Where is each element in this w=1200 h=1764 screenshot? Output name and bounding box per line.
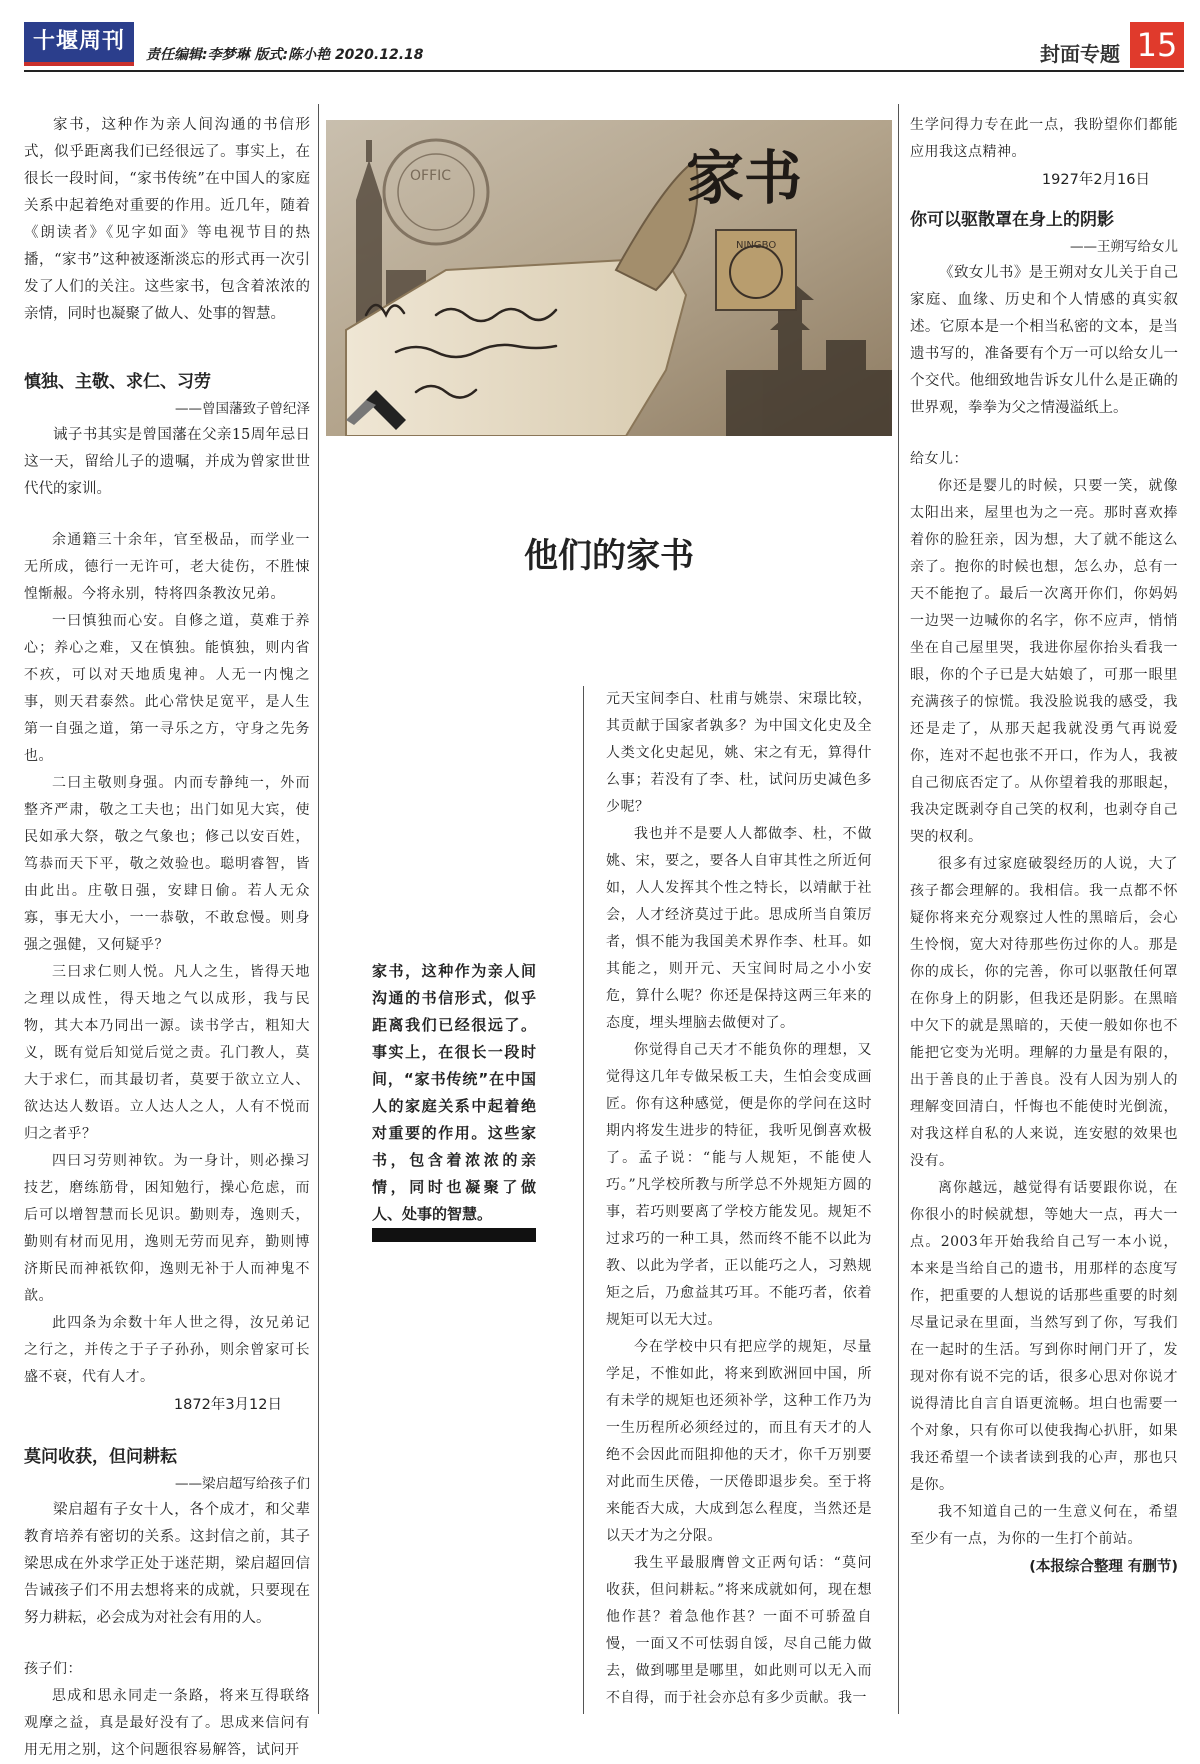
page-number-badge: 15: [1130, 22, 1184, 68]
letter-salutation: 孩子们：: [24, 1661, 82, 1677]
section-heading-zeng: 慎独、主敬、求仁、习劳: [24, 372, 211, 392]
editor-meta: 责任编辑:李梦琳 版式:陈小艳 2020.12.18: [146, 47, 424, 63]
column-3: [606, 686, 872, 1712]
letter-paragraph: 元天宝间李白、杜甫与姚崇、宋璟比较，其贡献于国家者孰多？为中国文化史及全人类文化史起见，姚、宋之有无，算得什么事；若没有了李、杜，试问历史减色多少呢？: [606, 691, 872, 815]
column-rule: [318, 104, 319, 1714]
intro-paragraph: 家书，这种作为亲人间沟通的书信形式，似乎距离我们已经很远了。事实上，在很长一段时间，“家书传统”在中国人的家庭关系中起着绝对重要的作用。近几年，随着《朗读者》《见字如面》等电视节目的热播，“家书”这种被逐渐淡忘的形式再一次引发了人们的关注。这些家书，包含着浓浓的亲情，同时也凝聚了做人、处事的智慧。: [24, 117, 310, 322]
hero-image: [326, 120, 892, 436]
hero-illustration: [326, 120, 892, 436]
byline-wang: ——王朔写给女儿: [1070, 239, 1178, 255]
ningbo-stamp: [716, 230, 796, 310]
letter-paragraph: 一曰慎独而心安。自修之道，莫难于养心；养心之难，又在慎独。能慎独，则内省不疚，可以对天地质鬼神。人无一内愧之事，则天君泰然。此心常快足宽平，是人生第一自强之道，第一寻乐之方，守身之先务也。: [24, 613, 310, 764]
letter-paragraph: 离你越远，越觉得有话要跟你说，在你很小的时候就想，等她大一点，再大一点。2003年开始我给自己写一本小说，本来是当给自己的遗书，用那样的态度写作，把重要的人想说的话那些重要的时刻尽量记录在里面，当然写到了你，写我们在一起时的生活。写到你时闸门开了，发现对你有说不完的话，很多心思对你说才说得清比自言自语更流畅。坦白也需要一个对象，只有你可以使我掏心扒肝，如果我还希望一个读者读到我的心声，那也只是你。: [910, 1180, 1178, 1493]
column-rule: [898, 104, 899, 1714]
letter-paragraph: 我也并不是要人人都做李、杜，不做姚、宋，要之，要各人自审其性之所近何如，人人发挥其个性之特长，以靖献于社会，人才经济莫过于此。思成所当自策厉者，惧不能为我国美术界作李、杜耳。如其能之，则开元、天宝间时局之小小安危，算什么呢？你还是保持这两三年来的态度，埋头埋脑去做便对了。: [606, 826, 872, 1031]
letter-date: 1927年2月16日: [1041, 172, 1150, 188]
column-1: [24, 112, 310, 1764]
section-intro-zeng: 诫子书其实是曾国藩在父亲15周年忌日这一天，留给儿子的遗嘱，并成为曾家世世代代的家训。: [24, 427, 310, 497]
section-heading-liang: 莫问收获，但问耕耘: [24, 1447, 177, 1467]
letter-paragraph: 我生平最服膺曾文正两句话：“莫问收获，但问耕耘。”将来成就如何，现在想他作甚？着急他作甚？一面不可骄盈自慢，一面又不可怯弱自馁，尽自己能力做去，做到哪里是哪里，如此则可以无入而不自得，而于社会亦总有多少贡献。我一: [606, 1555, 872, 1706]
column-4: [910, 112, 1178, 1581]
source-credit: (本报综合整理 有删节): [1029, 1559, 1178, 1575]
pull-quote-bar: [372, 1228, 536, 1242]
letter-paragraph: 余通籍三十余年，官至极品，而学业一无所成，德行一无许可，老大徒伤，不胜悚惶惭赧。今将永别，特将四条教汝兄弟。: [24, 532, 310, 602]
masthead-text: 十堰周刊: [32, 29, 125, 54]
masthead-logo: [24, 22, 134, 62]
byline-zeng: ——曾国藩致子曾纪泽: [175, 401, 310, 417]
letter-paragraph: 二曰主敬则身强。内而专静纯一，外而整齐严肃，敬之工夫也；出门如见大宾，使民如承大祭，敬之气象也；修己以安百姓，笃恭而天下平，敬之效验也。聪明睿智，皆由此出。庄敬日强，安肆日偷。若人无众寡，事无大小，一一恭敬，不敢怠慢。则身强之强健，又何疑乎？: [24, 775, 310, 953]
letter-paragraph: 很多有过家庭破裂经历的人说，大了孩子都会理解的。我相信。我一点都不怀疑你将来充分观察过人性的黑暗后，会心生怜悯，宽大对待那些伤过你的人。那是你的成长，你的完善，你可以驱散任何罩在你身上的阴影，但我还是阴影。在黑暗中欠下的就是黑暗的，天使一般如你也不能把它变为光明。理解的力量是有限的，出于善良的止于善良。没有人因为别人的理解变回清白，忏悔也不能使时光倒流，对我这样自私的人来说，连安慰的效果也没有。: [910, 856, 1178, 1169]
letter-paragraph: 你觉得自己天才不能负你的理想，又觉得这几年专做呆板工夫，生怕会变成画匠。你有这种感觉，便是你的学问在这时期内将发生进步的特征，我听见倒喜欢极了。孟子说：“能与人规矩，不能使人巧。”凡学校所教与所学总不外规矩方圆的事，若巧则要离了学校方能发见。规矩不过求巧的一种工具，然而终不能不以此为教、以此为学者，正以能巧之人，习熟规矩之后，乃愈益其巧耳。不能巧者，依着规矩可以无大过。: [606, 1042, 872, 1328]
hero-title-text: 家书: [686, 144, 803, 212]
pull-quote: 家书，这种作为亲人间沟通的书信形式，似乎距离我们已经很远了。事实上，在很长一段时间，“家书传统”在中国人的家庭关系中起着绝对重要的作用。这些家书，包含着浓浓的亲情，同时也凝聚了做人、处事的智慧。: [372, 962, 536, 1223]
byline-liang: ——梁启超写给孩子们: [175, 1476, 310, 1492]
header-rule: [24, 70, 1184, 72]
letter-paragraph: 思成和思永同走一条路，将来互得联络观摩之益，真是最好没有了。思成来信问有用无用之别，这个问题很容易解答，试问开: [24, 1688, 310, 1758]
letter-paragraph: 你还是婴儿的时候，只要一笑，就像太阳出来，屋里也为之一亮。那时喜欢捧着你的脸狂亲，因为想，大了就不能这么亲了。抱你的时候也想，怎么办，总有一天不能抱了。最后一次离开你们，你妈妈一边哭一边喊你的名字，你不应声，悄悄坐在自己屋里哭，我进你屋你抬头看我一眼，你的个子已是大姑娘了，可那一眼里充满孩子的惊慌。我没脸说我的感受，我还是走了，从那天起我就没勇气再说爱你，连对不起也张不开口，作为人，我被自己彻底否定了。从你望着我的那眼起，我决定既剥夺自己笑的权利，也剥夺自己哭的权利。: [910, 478, 1178, 845]
letter-salutation: 给女儿：: [910, 451, 968, 467]
section-intro-liang: 梁启超有子女十人，各个成才，和父辈教育培养有密切的关系。这封信之前，其子梁思成在外求学正处于迷茫期，梁启超回信告诫孩子们不用去想将来的成就，只要现在努力耕耘，必会成为对社会有用的人。: [24, 1502, 310, 1626]
section-heading-wang: 你可以驱散罩在身上的阴影: [910, 210, 1114, 230]
stamp-text: NINGBO: [736, 240, 777, 251]
masthead-strip: [24, 62, 134, 66]
letter-paragraph: 今在学校中只有把应学的规矩，尽量学足，不惟如此，将来到欧洲回中国，所有未学的规矩也还须补学，这种工作乃为一生历程所必须经过的，而且有天才的人绝不会因此而阻抑他的天才，你千万别要对此而生厌倦，一厌倦即退步矣。至于将来能否大成，大成到怎么程度，当然还是以天才为之分限。: [606, 1339, 872, 1544]
letter-paragraph: 我不知道自己的一生意义何在，希望至少有一点，为你的一生打个前站。: [910, 1504, 1178, 1547]
letter-paragraph: 三曰求仁则人悦。凡人之生，皆得天地之理以成性，得天地之气以成形，我与民物，其大本乃同出一源。读书学古，粗知大义，既有觉后知觉后觉之责。孔门教人，莫大于求仁，而其最切者，莫要于欲立立人、欲达达人数语。立人达人之人，人有不悦而归之者乎？: [24, 964, 310, 1142]
letter-paragraph: 生学问得力专在此一点，我盼望你们都能应用我这点精神。: [910, 117, 1178, 160]
page-title: 他们的家书: [524, 536, 694, 576]
section-intro-wang: 《致女儿书》是王朔对女儿关于自己家庭、血缘、历史和个人情感的真实叙述。它原本是一个相当私密的文本，是当遗书写的，准备要有个万一可以给女儿一个交代。他细致地告诉女儿什么是正确的世界观，拳拳为父之情漫溢纸上。: [910, 265, 1178, 416]
section-title: 封面专题: [1040, 42, 1120, 66]
column-rule: [583, 686, 584, 1714]
postmark-text: OFFIC: [410, 168, 452, 184]
letter-date: 1872年3月12日: [173, 1397, 282, 1413]
letter-paragraph: 四曰习劳则神钦。为一身计，则必操习技艺，磨练筋骨，困知勉行，操心危虑，而后可以增智慧而长见识。勤则寿，逸则夭，勤则有材而见用，逸则无劳而见弃，勤则博济斯民而神祇钦仰，逸则无补于人而神鬼不歆。: [24, 1153, 310, 1304]
letter-paragraph: 此四条为余数十年人世之得，汝兄弟记之行之，并传之于子子孙孙，则余曾家可长盛不衰，代有人才。: [24, 1315, 310, 1385]
